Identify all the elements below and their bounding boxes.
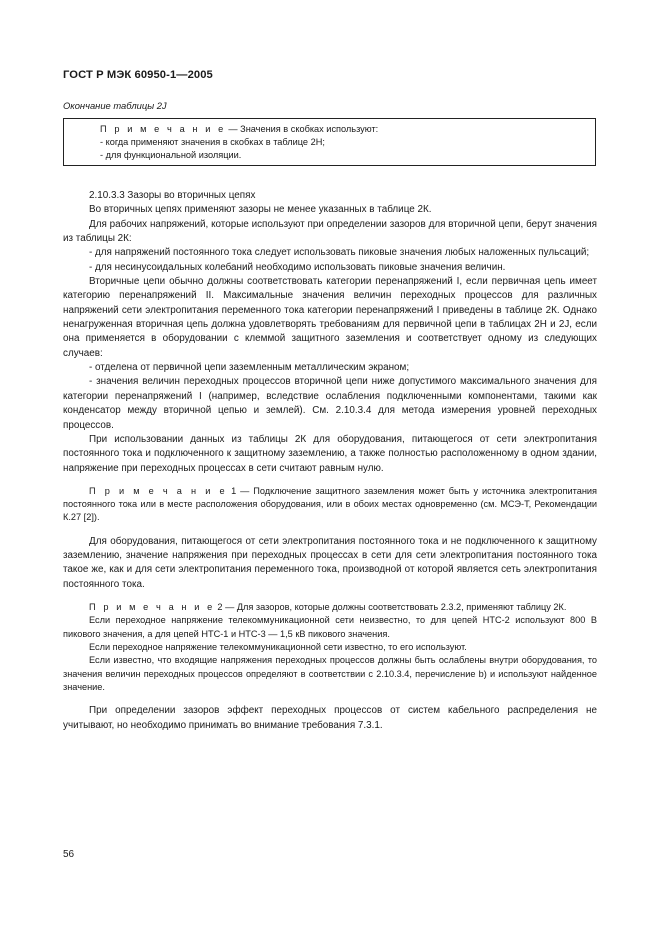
note-2-line: Если переходное напряжение телекоммуникационной сети неизвестно, то для цепей НТС-2 используют 800 В пикового значения, а для цепей НТС-1 и НТС-3 — 1,5 кВ пикового значения. — [63, 615, 597, 639]
paragraph: Для оборудования, питающегося от сети электропитания постоянного тока и не подключенного к защитному заземлению, значение напряжения при переходных процессах в сети для сети электропитания постоянного тока такое же, как и для сети электропитания переменного тока, производной от которой является сеть электропитания постоянного тока. — [63, 535, 597, 590]
paragraph: Для рабочих напряжений, которые используют при определении зазоров для вторичной цепи, берут значения из таблицы 2К: — [63, 218, 597, 245]
list-item: - значения величин переходных процессов вторичной цепи ниже допустимого максимального значения для категории перенапряжений I (например, вследствие ослабления подключенными компонентами, такими как конденсатор между вторичной цепью и землей). См. 2.10.3.4 для метода измерения уровней переходных процессов. — [63, 376, 597, 431]
page-number: 56 — [63, 849, 75, 860]
document-header: ГОСТ Р МЭК 60950-1—2005 — [63, 69, 213, 81]
note-2-label: П р и м е ч а н и е — [89, 602, 215, 613]
note-2-line: Если известно, что входящие напряжения переходных процессов должны быть ослаблены внутри оборудования, то значения величин переходных процессов определяют в соответствии с 2.10.3.4, перечисление b) и используют найденное значение. — [63, 655, 597, 692]
paragraph: При использовании данных из таблицы 2К для оборудования, питающегося от сети электропитания постоянного тока и подключенного к защитному заземлению, а также полностью расположенному в одном здании, напряжение при переходных процессах в сети считают равным нулю. — [63, 433, 597, 474]
note-1 — [63, 485, 597, 525]
note-box-line: - когда применяют значения в скобках в таблице 2Н; — [100, 137, 325, 147]
paragraph: При определении зазоров эффект переходных процессов от систем кабельного распределения не учитывают, но необходимо принимать во внимание требования 7.3.1. — [63, 705, 597, 731]
table-caption: Окончание таблицы 2J — [63, 100, 167, 111]
note-box-line: - для функциональной изоляции. — [100, 150, 242, 160]
note-2 — [63, 601, 597, 614]
paragraph: Во вторичных цепях применяют зазоры не менее указанных в таблице 2К. — [89, 204, 432, 216]
section-heading: 2.10.3.3 Зазоры во вторичных цепях — [89, 190, 256, 201]
note-box-first-line — [100, 123, 595, 136]
list-item: - отделена от первичной цепи заземленным металлическим экраном; — [89, 362, 410, 374]
note-label: П р и м е ч а н и е — [100, 124, 226, 134]
note-text: — Значения в скобках используют: — [225, 124, 379, 134]
note-1-text: 1 — Подключение защитного заземления может быть у источника электропитания постоянного тока или в месте расположения оборудования, или в обоих местах одновременно (см. МСЭ-Т, Рекомендации К.27 [2]). — [63, 485, 598, 523]
list-item: - для несинусоидальных колебаний необходимо использовать пиковые значения величин. — [89, 261, 506, 273]
note-2-text: 2 — Для зазоров, которые должны соответствовать 2.3.2, применяют таблицу 2К. — [214, 602, 567, 613]
note-2-line: Если переходное напряжение телекоммуникационной сети известно, то его используют. — [89, 642, 467, 653]
document-body — [63, 189, 597, 733]
note-box — [63, 118, 596, 166]
note-1-label: П р и м е ч а н и е — [89, 485, 228, 496]
paragraph: Вторичные цепи обычно должны соответствовать категории перенапряжений I, если первичная цепь имеет категорию перенапряжений II. Максимальные значения величин переходных процессов для различных напряжений сети электропитания переменного тока категории перенапряжений I приведены в таблице 2К. Однако ненагруженная вторичная цепь должна удовлетворять требованиям для первичной цепи в таблицах 2Н и 2J, если она применяется в оборудовании с клеммой защитного заземления и соответствует одному из следующих случаев: — [63, 276, 597, 359]
list-item: - для напряжений постоянного тока следует использовать пиковые значения любых наложенных пульсаций; — [89, 247, 590, 259]
